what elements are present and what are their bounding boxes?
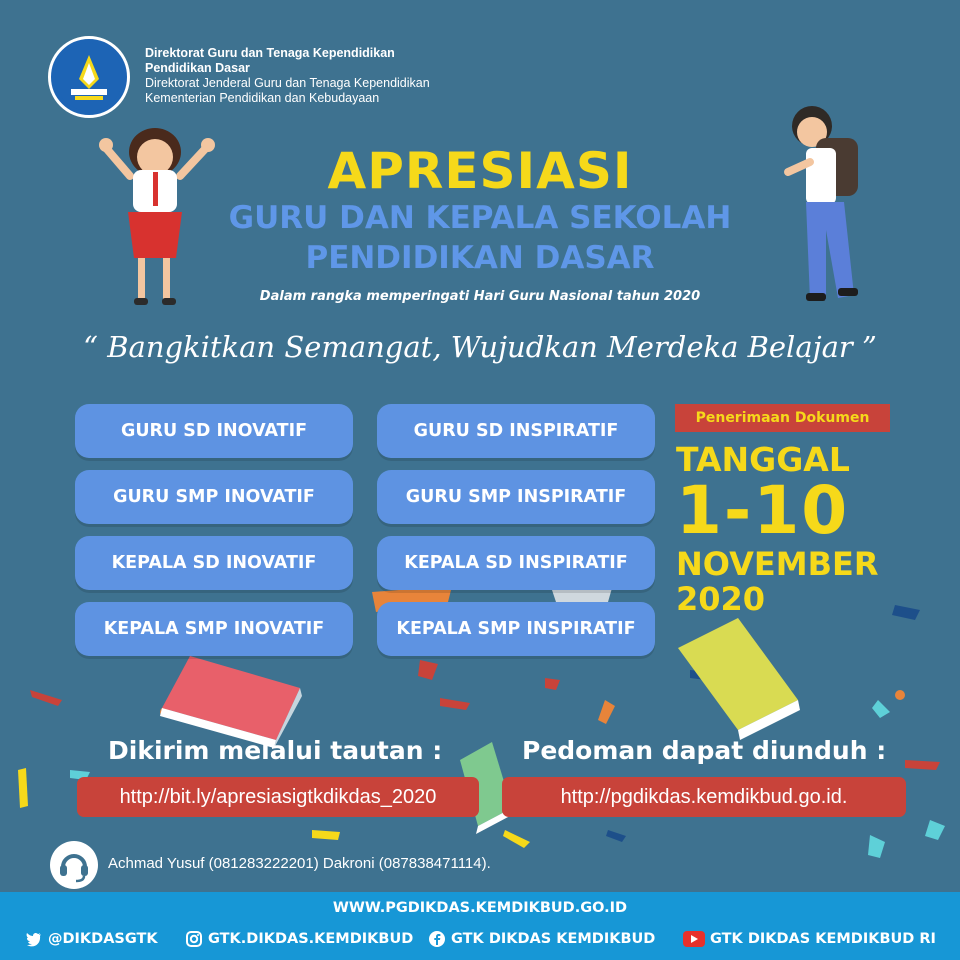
category-kepala-sd-inovatif[interactable]: KEPALA SD INOVATIF	[75, 536, 353, 590]
org-line-4: Kementerian Pendidikan dan Kebudayaan	[145, 91, 380, 105]
subtitle-line-1: GURU DAN KEPALA SEKOLAH	[228, 200, 732, 236]
document-receipt-tag: Penerimaan Dokumen	[675, 404, 890, 432]
date-year: 2020	[676, 580, 766, 618]
youtube-label: GTK DIKDAS KEMDIKBUD RI	[710, 931, 936, 947]
guide-label: Pedoman dapat diunduh :	[522, 736, 887, 765]
facebook-icon	[428, 930, 446, 948]
tagline-quote: “ Bangkitkan Semangat, Wujudkan Merdeka Belajar ”	[83, 330, 877, 364]
org-line-2: Pendidikan Dasar	[145, 61, 250, 75]
subtitle-line-2: PENDIDIKAN DASAR	[305, 240, 655, 276]
date-label: TANGGAL	[676, 440, 850, 479]
youtube-handle[interactable]	[683, 930, 936, 948]
instagram-label: GTK.DIKDAS.KEMDIKBUD	[208, 931, 414, 947]
category-kepala-smp-inovatif[interactable]: KEPALA SMP INOVATIF	[75, 602, 353, 656]
org-line-1: Direktorat Guru dan Tenaga Kependidikan	[145, 46, 395, 60]
footer	[0, 892, 960, 960]
twitter-icon	[25, 930, 43, 948]
category-kepala-sd-inspiratif[interactable]: KEPALA SD INSPIRATIF	[377, 536, 655, 590]
youtube-icon	[683, 930, 705, 948]
date-range: 1-10	[676, 472, 850, 549]
org-line-3: Direktorat Jenderal Guru dan Tenaga Kependidikan	[145, 76, 430, 90]
instagram-icon	[185, 930, 203, 948]
instagram-handle[interactable]	[185, 930, 413, 948]
submit-label: Dikirim melalui tautan :	[108, 736, 443, 765]
date-month: NOVEMBER	[676, 545, 879, 583]
category-guru-sd-inspiratif[interactable]: GURU SD INSPIRATIF	[377, 404, 655, 458]
contact-info: Achmad Yusuf (081283222201) Dakroni (087838471114).	[108, 855, 491, 872]
main-title: APRESIASI	[327, 142, 633, 200]
facebook-handle[interactable]	[428, 930, 655, 948]
category-kepala-smp-inspiratif[interactable]: KEPALA SMP INSPIRATIF	[377, 602, 655, 656]
organization-info	[145, 46, 430, 106]
category-guru-smp-inspiratif[interactable]: GURU SMP INSPIRATIF	[377, 470, 655, 524]
headset-icon	[50, 841, 98, 889]
event-description: Dalam rangka memperingati Hari Guru Nasional tahun 2020	[259, 289, 701, 304]
yellow-book	[678, 618, 800, 740]
red-book	[160, 656, 302, 748]
category-guru-smp-inovatif[interactable]: GURU SMP INOVATIF	[75, 470, 353, 524]
tut-wuri-handayani-emblem	[51, 39, 127, 115]
submit-link[interactable]: http://bit.ly/apresiasigtkdikdas_2020	[77, 777, 479, 817]
kemdikbud-logo	[48, 36, 130, 118]
facebook-label: GTK DIKDAS KEMDIKBUD	[451, 931, 656, 947]
twitter-label: @DIKDASGTK	[48, 931, 158, 947]
footer-website[interactable]: WWW.PGDIKDAS.KEMDIKBUD.GO.ID	[332, 900, 628, 916]
twitter-handle[interactable]	[25, 930, 158, 948]
category-guru-sd-inovatif[interactable]: GURU SD INOVATIF	[75, 404, 353, 458]
guide-link[interactable]: http://pgdikdas.kemdikbud.go.id.	[502, 777, 906, 817]
